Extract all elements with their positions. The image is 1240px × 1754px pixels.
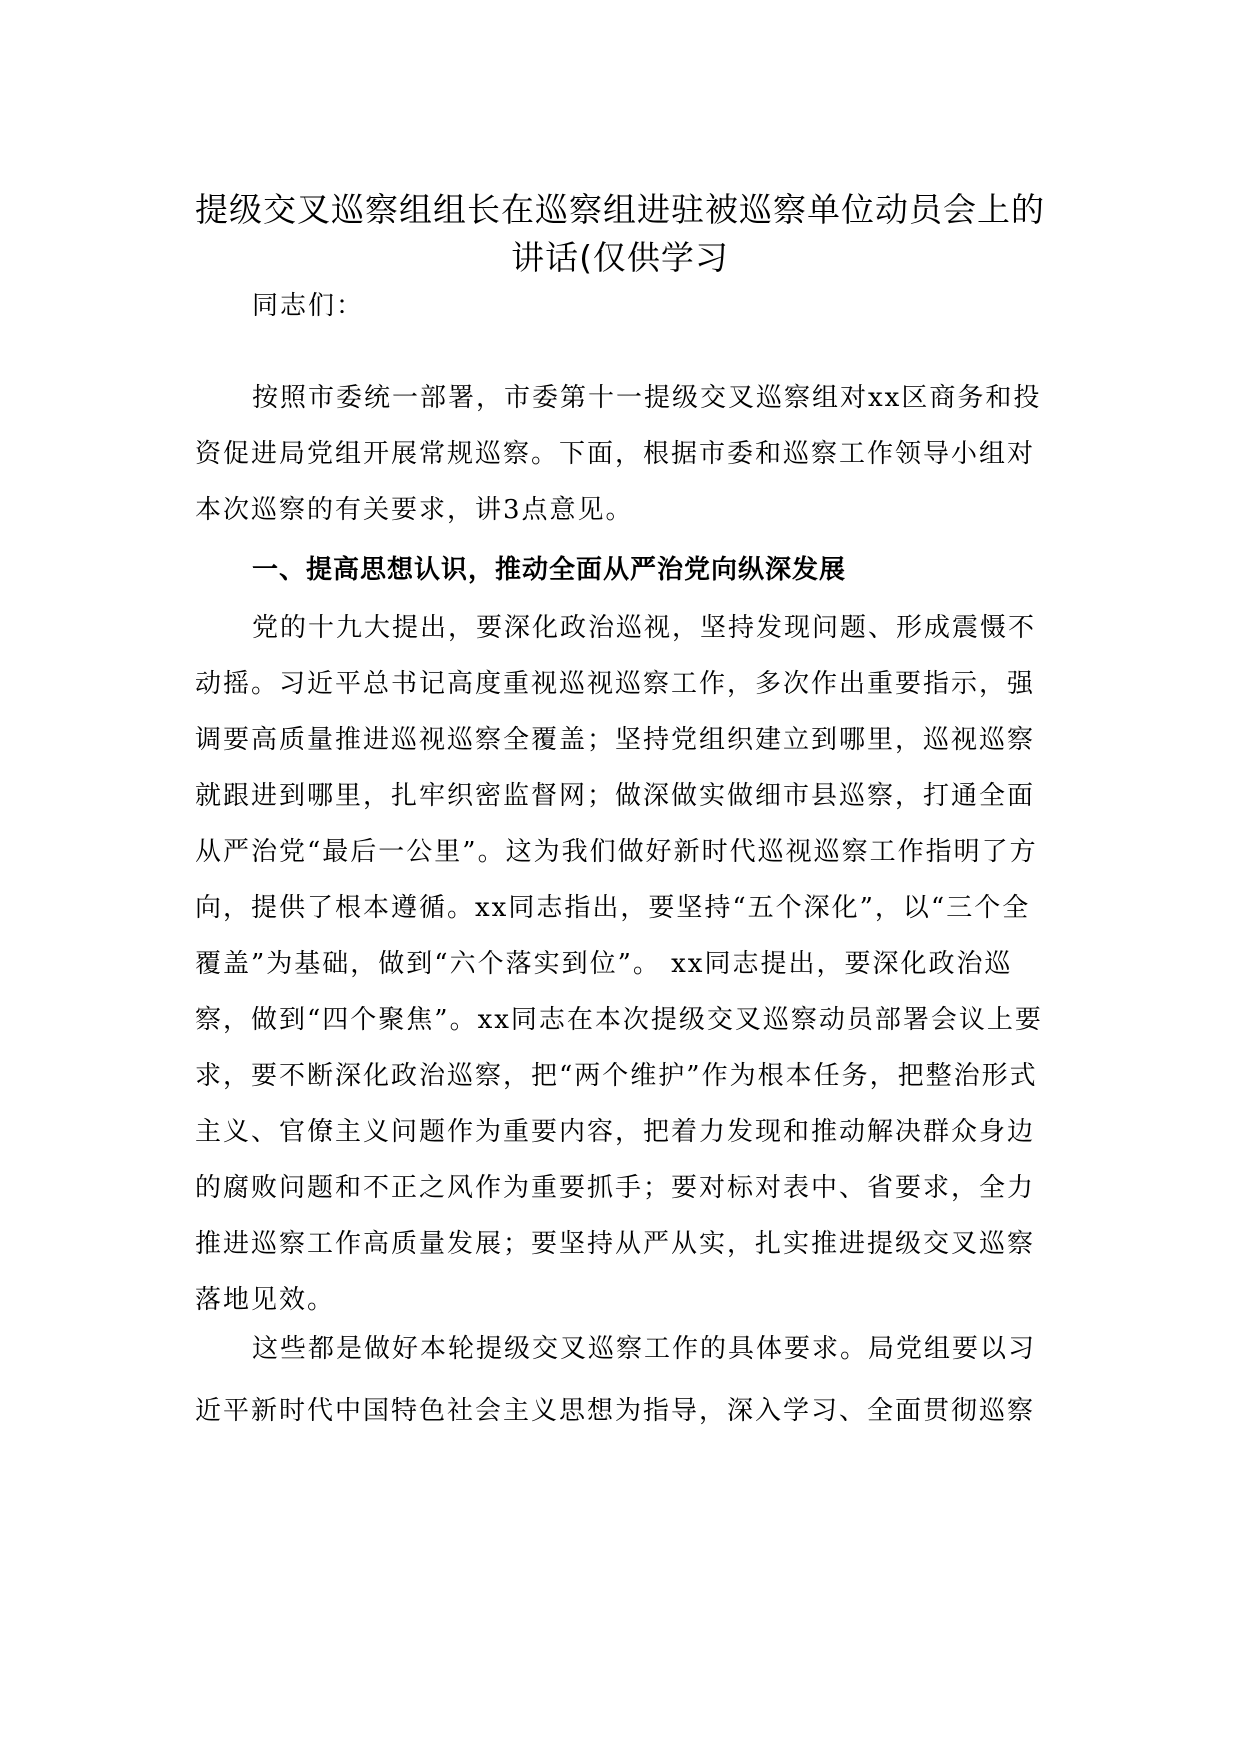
greeting: 同志们： (252, 291, 365, 321)
paragraph-intro: 按照市委统一部署，市委第十一提级交叉巡察组对xx区商务和投资促进局党组开展常规巡察。下面，根据市委和巡察工作领导小组对本次巡察的有关要求，讲3点意见。 (195, 383, 1042, 525)
document-title-line2: 讲话(仅供学习 (511, 238, 729, 277)
paragraph-section-1: 党的十九大提出，要深化政治巡视，坚持发现问题、形成震慑不动摇。习近平总书记高度重视巡视巡察工作，多次作出重要指示，强调要高质量推进巡视巡察全覆盖；坚持党组织建立到哪里，巡视巡察就跟进到哪里，扎牢织密监督网；做深做实做细市县巡察，打通全面从严治党“最后一公里”。这为我们做好新时代巡视巡察工作指明了方向，提供了根本遵循。xx同志指出，要坚持“五个深化”，以“三个全覆盖”为基础，做到“六个落实到位”。 xx同志提出，要深化政治巡察，做到“四个聚焦”。xx同志在本次提级交叉巡察动员部署会议上要求，要不断深化政治巡察，把“两个维护”作为根本任务，把整治形式主义、官僚主义问题作为重要内容，把着力发现和推动解决群众身边的腐败问题和不正之风作为重要抓手；要对标对表中、省要求，全力推进巡察工作高质量发展；要坚持从严从实，扎实推进提级交叉巡察落地见效。 (195, 613, 1043, 1315)
paragraph-continuation: 这些都是做好本轮提级交叉巡察工作的具体要求。局党组要以习近平新时代中国特色社会主义思想为指导，深入学习、全面贯彻巡察 (195, 1334, 1037, 1426)
document-title-line1: 提级交叉巡察组组长在巡察组进驻被巡察单位动员会上的 (195, 190, 1045, 229)
section-heading-1: 一、提高思想认识，推动全面从严治党向纵深发展 (252, 555, 847, 585)
